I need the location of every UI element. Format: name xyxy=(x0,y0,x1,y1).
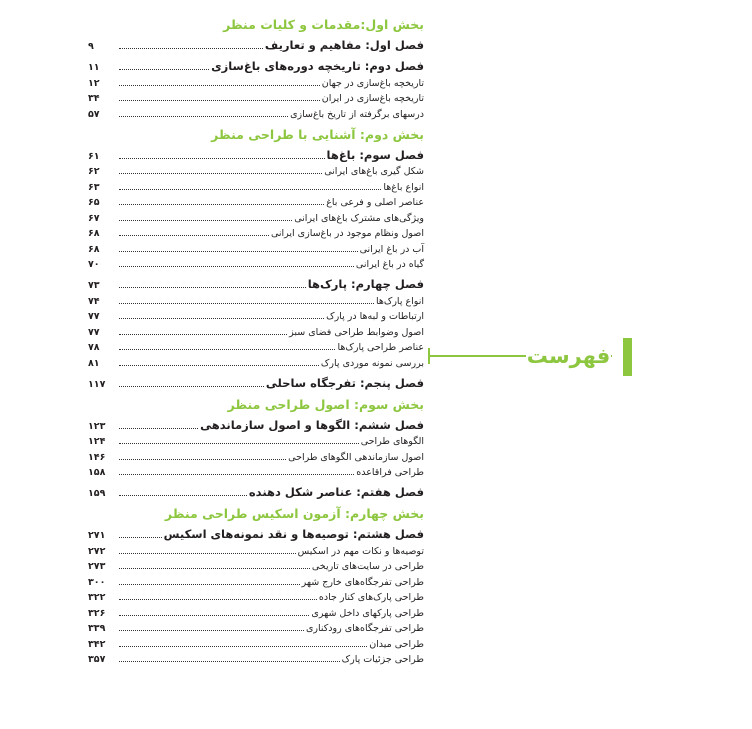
page-number: ۶۸ xyxy=(88,228,100,239)
toc-entry-title: گیاه در باغ ایرانی xyxy=(355,259,424,270)
page-number: ۳۴۲ xyxy=(88,638,106,650)
toc-entry xyxy=(88,73,424,89)
page-number: ۳۵۷ xyxy=(88,654,106,665)
dot-leader xyxy=(119,173,322,174)
toc-entry-title: عناصر اصلی و فرعی باغ xyxy=(326,197,424,208)
page-number: ۱۱۷ xyxy=(88,378,106,390)
chapter-row-title: فصل سوم: باغ‌ها xyxy=(326,147,424,162)
toc-entry xyxy=(88,353,424,369)
dot-leader xyxy=(119,303,374,304)
dot-leader xyxy=(119,266,354,267)
page-number: ۳۴ xyxy=(88,93,100,104)
chapter-section xyxy=(88,482,424,499)
dot-leader xyxy=(119,158,325,159)
toc-entry-title: طراحی تفرجگاه‌های رودکناری xyxy=(305,623,424,634)
toc-entry xyxy=(88,588,424,604)
dot-leader xyxy=(119,85,320,86)
chapter-row xyxy=(88,373,424,390)
chapter-row xyxy=(88,524,424,541)
dot-leader xyxy=(119,287,306,288)
toc-entry xyxy=(88,447,424,463)
chapter-row xyxy=(88,415,424,432)
dot-leader xyxy=(119,599,317,600)
part-heading: بخش دوم: آشنایی با طراحی منظر xyxy=(211,126,424,142)
toc-entry xyxy=(88,177,424,193)
toc-entry xyxy=(88,603,424,619)
toc-entry-title: ویژگی‌های مشترک باغ‌های ایرانی xyxy=(294,212,424,224)
toc-entry-title: طراحی فراقاعده xyxy=(356,467,424,478)
page-number: ۲۷۳ xyxy=(88,561,106,572)
toc-entry xyxy=(88,619,424,635)
chapter-row xyxy=(88,56,424,73)
dot-leader xyxy=(119,474,354,475)
page-number: ۶۸ xyxy=(88,243,100,255)
chapter-row xyxy=(88,35,424,52)
toc-entry-title: اصول سازماندهی الگوهای طراحی xyxy=(288,451,424,463)
dot-leader xyxy=(119,428,198,429)
dot-leader xyxy=(119,443,359,444)
toc-entry xyxy=(88,104,424,120)
toc-entry-title: انواع باغ‌ها xyxy=(383,181,424,193)
dot-leader xyxy=(119,100,320,101)
toc-entry xyxy=(88,255,424,271)
toc-entry xyxy=(88,307,424,323)
page-number: ۲۷۲ xyxy=(88,545,106,557)
toc-entry-title: تاریخچه باغ‌سازی در جهان xyxy=(321,77,424,89)
page-number: ۳۳۹ xyxy=(88,623,106,634)
chapter-row-title: فصل هشتم: توصیه‌ها و نقد نمونه‌های اسکیس xyxy=(163,527,424,541)
chapter-section xyxy=(88,274,424,369)
toc-entry xyxy=(88,162,424,178)
title-block xyxy=(428,338,632,378)
page-number: ۷۷ xyxy=(88,311,100,322)
dot-leader xyxy=(119,459,286,460)
page-title: فهرست xyxy=(526,344,611,368)
page-number: ۲۷۱ xyxy=(88,530,106,541)
toc-entry xyxy=(88,463,424,479)
toc-entry xyxy=(88,541,424,557)
dot-leader xyxy=(119,365,319,366)
dot-leader xyxy=(119,220,292,221)
toc-entry-title: اصول ونظام موجود در باغ‌سازی ایرانی xyxy=(270,228,424,239)
chapter-section xyxy=(88,56,424,120)
dot-leader xyxy=(119,630,304,631)
dot-leader xyxy=(119,116,288,117)
toc-entry xyxy=(88,572,424,588)
chapter-section xyxy=(88,35,424,52)
page-number: ۱۴۶ xyxy=(88,451,106,463)
toc-entry-title: طراحی میدان xyxy=(369,638,424,650)
dot-leader xyxy=(119,69,209,70)
dot-leader xyxy=(119,553,296,554)
toc-entry-title: ارتباطات و لبه‌ها در پارک xyxy=(326,311,424,322)
toc-entry-title: طراحی تفرجگاه‌های خارج شهر xyxy=(301,576,424,588)
page-number: ۸۱ xyxy=(88,357,100,369)
toc-entry xyxy=(88,634,424,650)
toc-entry xyxy=(88,193,424,209)
page-number: ۳۰۰ xyxy=(88,576,106,588)
toc-entry xyxy=(88,650,424,666)
toc-entry xyxy=(88,432,424,448)
dot-leader xyxy=(119,568,310,569)
page-number: ۶۳ xyxy=(88,181,100,193)
page-number: ۹ xyxy=(88,41,94,52)
toc-entry-title: شکل گیری باغ‌های ایرانی xyxy=(324,166,424,177)
chapter-row-title: فصل ششم: الگوها و اصول سازماندهی xyxy=(200,417,424,432)
part-heading: بخش سوم: اصول طراحی منظر xyxy=(227,396,424,412)
toc-entry-title: بررسی نمونه موردی پارک xyxy=(320,357,424,369)
toc-entry-title: طراحی پارکهای داخل شهری xyxy=(311,607,424,619)
toc-entry-title: آب در باغ ایرانی xyxy=(359,243,424,255)
dot-leader xyxy=(119,48,263,49)
chapter-section xyxy=(88,524,424,665)
dot-leader xyxy=(119,334,287,335)
title-bar xyxy=(623,338,632,376)
toc-entry xyxy=(88,557,424,573)
page-number: ۱۱ xyxy=(88,62,100,73)
page-number: ۶۱ xyxy=(88,150,100,162)
dot-leader xyxy=(119,495,247,496)
dot-leader xyxy=(119,235,269,236)
page-number: ۱۵۹ xyxy=(88,488,106,499)
page-number: ۷۰ xyxy=(88,259,100,270)
toc-entry xyxy=(88,208,424,224)
page-number: ۳۲۶ xyxy=(88,607,106,619)
page-number: ۷۴ xyxy=(88,295,100,307)
toc-entry xyxy=(88,291,424,307)
page-number: ۱۲ xyxy=(88,77,100,89)
toc-entry-title: درسهای برگرفته از تاریخ باغ‌سازی xyxy=(290,108,424,120)
dot-leader xyxy=(119,584,300,585)
toc-entry-title: طراحی در سایت‌های تاریخی xyxy=(311,561,424,572)
toc-entry-title: انواع پارک‌ها xyxy=(375,295,424,307)
toc-entry xyxy=(88,239,424,255)
dot-leader xyxy=(119,386,264,387)
chapter-row xyxy=(88,274,424,291)
dot-leader xyxy=(119,318,324,319)
page-number: ۷۸ xyxy=(88,342,100,353)
page-number: ۱۲۳ xyxy=(88,420,106,432)
dot-leader xyxy=(119,537,162,538)
toc-entry-title: الگوهای طراحی xyxy=(360,436,424,447)
toc-entry-title: تاریخچه باغ‌سازی در ایران xyxy=(321,93,424,104)
toc-entry-title: عناصر طراحی پارک‌ها xyxy=(337,342,424,353)
page-number: ۶۲ xyxy=(88,166,100,177)
page-number: ۱۲۴ xyxy=(88,436,106,447)
chapter-section xyxy=(88,415,424,479)
dot-leader xyxy=(119,349,335,350)
chapter-section xyxy=(88,373,424,390)
dot-leader xyxy=(119,646,367,647)
chapter-section xyxy=(88,145,424,271)
toc-entry-title: اصول وضوابط طراحی فضای سبز xyxy=(289,326,424,338)
page-number: ۷۷ xyxy=(88,326,100,338)
page-number: ۷۳ xyxy=(88,280,100,291)
page-number: ۶۵ xyxy=(88,197,100,208)
chapter-row-title: فصل دوم: تاریخچه دوره‌های باغ‌سازی xyxy=(211,59,424,73)
page-number: ۵۷ xyxy=(88,108,100,120)
part-heading: بخش چهارم: آزمون اسکیس طراحی منظر xyxy=(164,506,424,521)
title-rule-tick xyxy=(428,348,430,364)
chapter-row xyxy=(88,482,424,499)
toc-entry xyxy=(88,338,424,354)
page-number: ۳۲۲ xyxy=(88,592,106,603)
toc-entry-title: طراحی پارک‌های کنار جاده xyxy=(318,592,424,603)
dot-leader xyxy=(119,189,381,190)
chapter-row-title: فصل چهارم: پارک‌ها xyxy=(307,277,424,291)
dot-leader xyxy=(119,204,324,205)
chapter-row xyxy=(88,145,424,162)
table-of-contents xyxy=(88,14,424,669)
chapter-row-title: فصل پنجم: تفرجگاه ساحلی xyxy=(265,375,424,390)
dot-leader xyxy=(119,661,340,662)
toc-entry-title: طراحی جزئیات پارک xyxy=(341,654,424,665)
chapter-row-title: فصل اول: مفاهیم و تعاریف xyxy=(264,38,424,52)
chapter-row-title: فصل هفتم: عناصر شکل دهنده xyxy=(248,485,424,499)
dot-leader xyxy=(119,615,309,616)
part-heading: بخش اول:مقدمات و کلیات منظر xyxy=(223,17,424,32)
page-number: ۶۷ xyxy=(88,212,100,224)
page-number: ۱۵۸ xyxy=(88,467,106,478)
toc-entry xyxy=(88,224,424,240)
toc-entry-title: توصیه‌ها و نکات مهم در اسکیس xyxy=(297,545,424,557)
dot-leader xyxy=(119,251,358,252)
toc-entry xyxy=(88,89,424,105)
toc-entry xyxy=(88,322,424,338)
